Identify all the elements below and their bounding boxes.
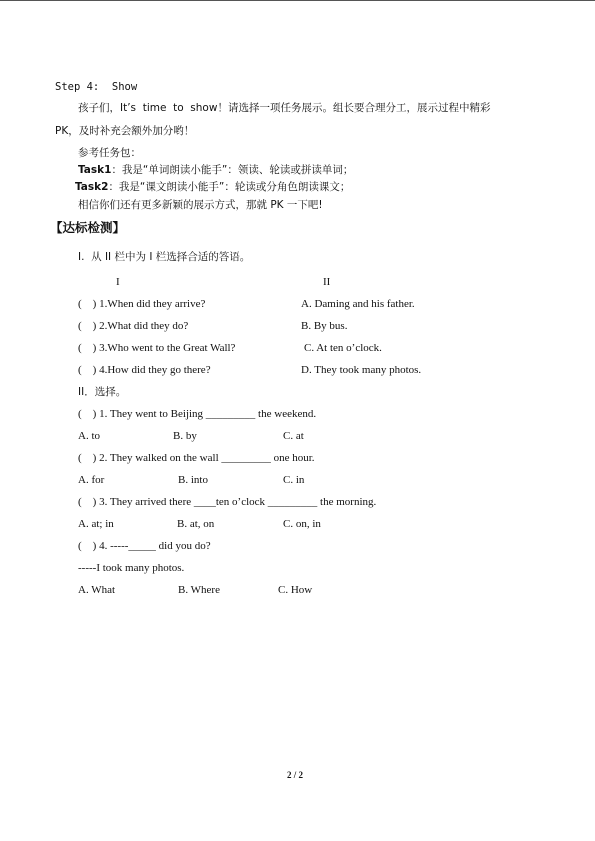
step-heading: Step 4: Show <box>55 81 138 93</box>
task1-label: Task1 <box>78 164 112 176</box>
task2-line <box>75 180 350 194</box>
part1-answer-a: A. Daming and his father. <box>301 298 415 310</box>
part1-instruction: I. 从 II 栏中为 I 栏选择合适的答语。 <box>78 251 251 263</box>
part1-answer-d: D. They took many photos. <box>301 364 422 376</box>
page-number: 2 / 2 <box>287 770 304 780</box>
part2-q1-option-c: C. at <box>283 430 304 442</box>
task2-text: ：我是“课文朗读小能手”：轮读或分角色朗读课文； <box>108 181 351 193</box>
part2-question-3: ( ) 3. They arrived there ____ten o’clock _________ the morning. <box>78 496 377 508</box>
intro-line-2: PK，及时补充会额外加分哟！ <box>55 125 195 137</box>
part1-question-4: ( ) 4.How did they go there? <box>78 364 211 376</box>
part2-q3-option-c: C. on, in <box>283 518 321 530</box>
task2-label: Task2 <box>75 181 109 193</box>
part2-q4-option-b: B. Where <box>178 584 220 596</box>
part1-question-2: ( ) 2.What did they do? <box>78 320 189 332</box>
part2-q1-option-b: B. by <box>173 430 197 442</box>
closing-line: 相信你们还有更多新颖的展示方式，那就 PK 一下吧! <box>78 199 323 211</box>
part2-q4-reply: -----I took many photos. <box>78 562 185 574</box>
part2-q2-option-b: B. into <box>178 474 208 486</box>
part2-q3-option-b: B. at, on <box>177 518 215 530</box>
part1-question-1: ( ) 1.When did they arrive? <box>78 298 206 310</box>
part2-question-4: ( ) 4. -----_____ did you do? <box>78 540 211 552</box>
part1-answer-b: B. By bus. <box>301 320 348 332</box>
part1-question-3: ( ) 3.Who went to the Great Wall? <box>78 342 236 354</box>
part2-q4-option-a: A. What <box>78 584 116 596</box>
part1-col1-header: I <box>116 276 120 288</box>
part2-q1-option-a: A. to <box>78 430 100 442</box>
part2-q2-option-c: C. in <box>283 474 305 486</box>
task-pack-label: 参考任务包： <box>78 147 141 159</box>
part2-question-2: ( ) 2. They walked on the wall _________ one hour. <box>78 452 315 464</box>
part2-instruction: II．选择。 <box>78 386 127 398</box>
part2-q2-option-a: A. for <box>78 474 105 486</box>
part1-col2-header: II <box>323 276 331 288</box>
part1-answer-c: C. At ten o’clock. <box>304 342 382 354</box>
part2-question-1: ( ) 1. They went to Beijing _________ the weekend. <box>78 408 317 420</box>
intro-line-1: 孩子们，It’s time to show！请选择一项任务展示。组长要合理分工，展示过程中精彩 <box>78 102 491 114</box>
part2-q3-option-a: A. at; in <box>78 518 114 530</box>
top-border-line <box>0 0 595 1</box>
task1-text: ：我是“单词朗读小能手”：领读、轮读或拼读单词； <box>111 164 354 176</box>
part2-q4-option-c: C. How <box>278 584 313 596</box>
section-title: 【达标检测】 <box>50 220 126 235</box>
task1-line <box>78 163 353 177</box>
